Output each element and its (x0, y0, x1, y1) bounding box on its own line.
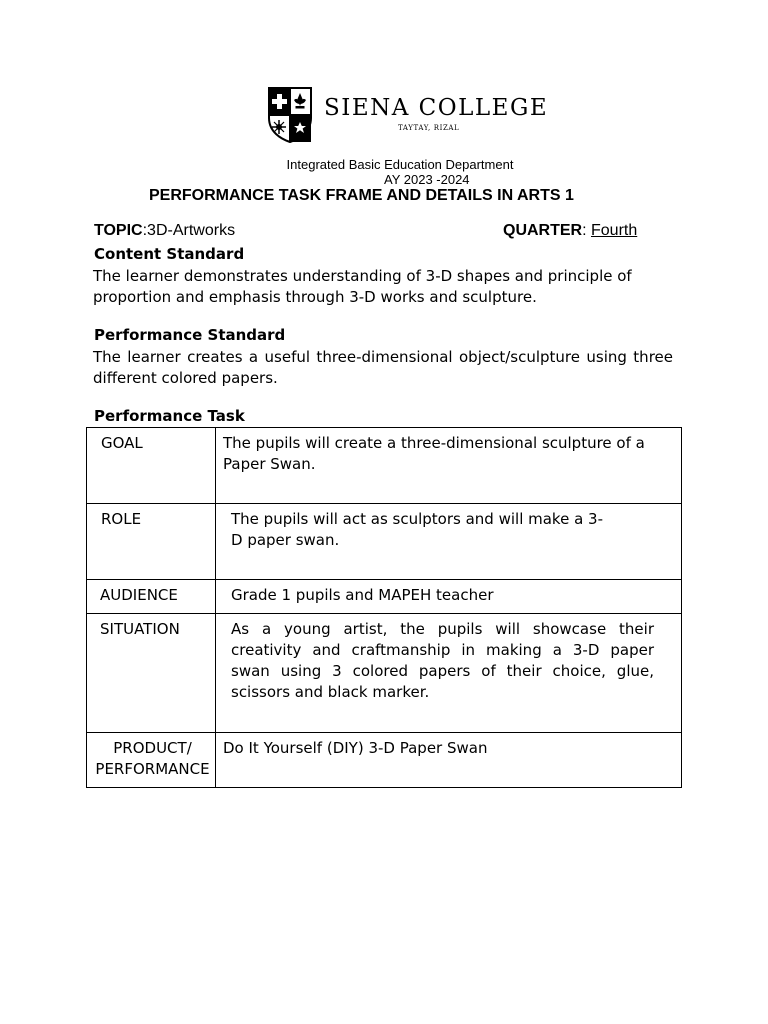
row-label-audience: AUDIENCE (100, 586, 178, 604)
table-row (87, 428, 682, 504)
performance-standard-text: The learner creates a useful three-dimensional object/sculpture using three different colored papers. (93, 348, 673, 387)
content-standard-heading: Content Standard (94, 245, 245, 263)
department-name: Integrated Basic Education Department (286, 157, 514, 172)
row-value-role: The pupils will act as sculptors and will make a 3-D paper swan. (231, 510, 603, 549)
college-location: TAYTAY, RIZAL (398, 124, 460, 132)
content-standard-text: The learner demonstrates understanding of 3-D shapes and principle of proportion and emphasis through 3-D works and sculpture. (93, 267, 632, 306)
row-label-product-performance: PRODUCT/ PERFORMANCE (95, 739, 210, 778)
quarter-line (503, 222, 637, 240)
college-name: SIENA COLLEGE (324, 95, 549, 121)
row-label-goal: GOAL (101, 434, 143, 452)
table-row (87, 733, 682, 788)
academic-year: AY 2023 -2024 (384, 172, 470, 187)
performance-standard-heading: Performance Standard (94, 326, 286, 344)
topic-line (94, 222, 235, 240)
row-value-goal: The pupils will create a three-dimensional sculpture of a Paper Swan. (223, 434, 645, 473)
topic-value: :3D-Artworks (142, 222, 236, 239)
performance-task-heading: Performance Task (94, 407, 245, 425)
quarter-value: Fourth (591, 222, 638, 239)
quarter-label: QUARTER (503, 222, 583, 239)
topic-label: TOPIC (94, 222, 143, 239)
table-row (87, 580, 682, 614)
row-value-audience: Grade 1 pupils and MAPEH teacher (231, 586, 494, 604)
siena-college-shield-icon (267, 86, 313, 144)
document-title: PERFORMANCE TASK FRAME AND DETAILS IN ARTS 1 (149, 187, 574, 204)
performance-task-table (86, 427, 682, 788)
quarter-separator: : (582, 222, 591, 239)
row-label-situation: SITUATION (100, 620, 180, 638)
table-row (87, 504, 682, 580)
row-value-product-performance: Do It Yourself (DIY) 3-D Paper Swan (223, 739, 488, 757)
row-label-role: ROLE (101, 510, 142, 528)
table-row (87, 614, 682, 733)
row-value-situation: As a young artist, the pupils will showcase their creativity and craftmanship in making a 3-D paper swan using 3 colored papers of their choice, glue, scissors and black marker. (231, 620, 654, 701)
